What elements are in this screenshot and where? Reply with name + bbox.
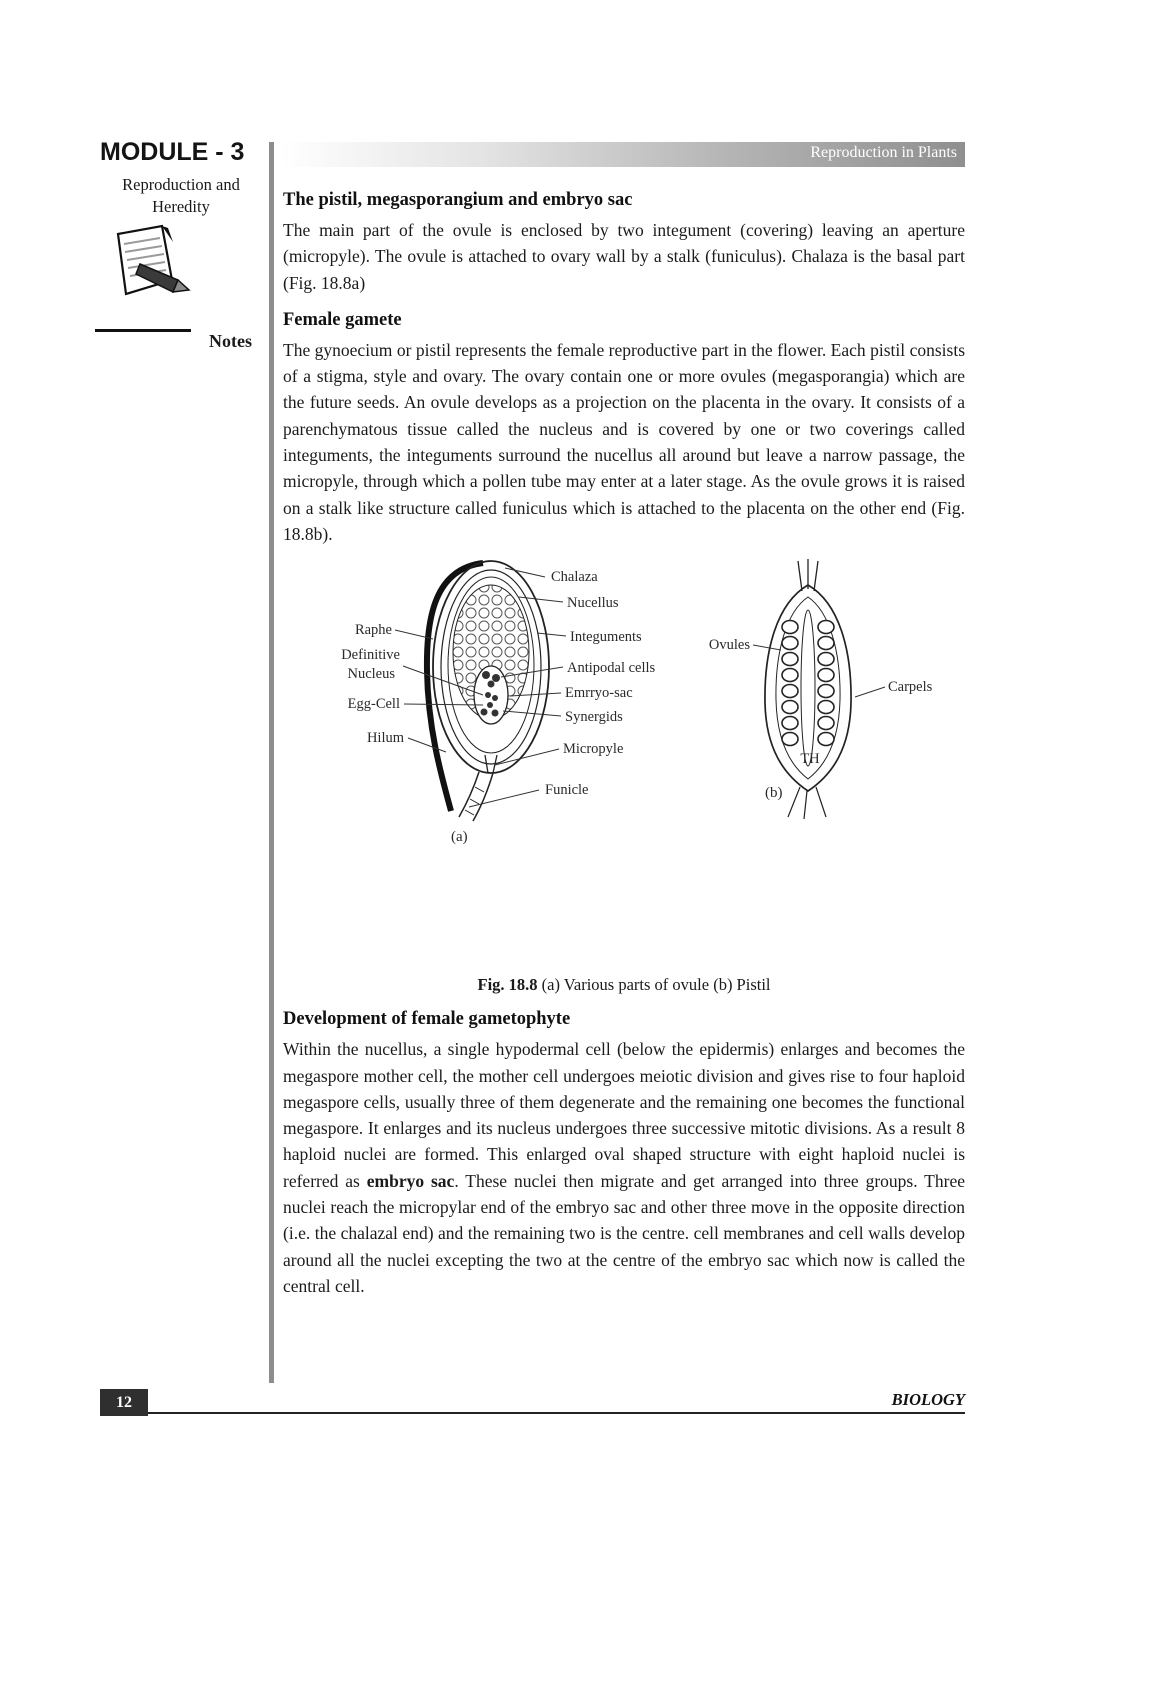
figure-18-8 bbox=[283, 555, 965, 973]
footer-subject-label: BIOLOGY bbox=[891, 1390, 965, 1409]
figure-18-8-drawing bbox=[283, 555, 965, 973]
ovule-diagram bbox=[427, 561, 549, 821]
label-embryo-sac: Emrryo-sac bbox=[565, 685, 633, 702]
label-nucellus: Nucellus bbox=[567, 595, 619, 612]
figure-caption bbox=[283, 975, 965, 995]
header-bar bbox=[281, 142, 965, 167]
label-ovules: Ovules bbox=[708, 637, 750, 654]
label-synergids: Synergids bbox=[565, 709, 623, 726]
section-heading-pistil: The pistil, megasporangium and embryo sac bbox=[283, 190, 633, 210]
label-chalaza: Chalaza bbox=[551, 569, 598, 586]
pistil-diagram bbox=[765, 559, 851, 819]
label-carpels: Carpels bbox=[888, 679, 933, 696]
label-funicle: Funicle bbox=[545, 782, 589, 799]
section-heading-development: Development of female gametophyte bbox=[283, 1009, 571, 1030]
page-number-badge: 12 bbox=[100, 1389, 148, 1416]
label-raphe: Raphe bbox=[354, 622, 392, 639]
module-title: MODULE - 3 bbox=[100, 138, 245, 166]
subcaption-a: (a) bbox=[451, 829, 468, 846]
paragraph-pistil: The main part of the ovule is enclosed by two integument (covering) leaving an aperture (micropyle). The ovule is attached to ovary wall by a stalk (funiculus). Chalaza is the basal part (Fig. 18.8a) bbox=[283, 220, 965, 293]
label-micropyle: Micropyle bbox=[563, 741, 624, 758]
module-subtitle-line2: Heredity bbox=[152, 197, 210, 216]
label-hilum: Hilum bbox=[366, 730, 404, 747]
paragraph-development-part2: . These nuclei then migrate and get arranged into three groups. Three nuclei reach the micropylar end of the embryo sac and other three move in the opposite direction (i.e. the chalazal end) and the remaining two is the centre. cell membranes and cell walls develop around all the nuclei excepting the two at the centre of the embryo sac which now is called the central cell. bbox=[283, 1170, 965, 1296]
label-definitive-nucleus-1: Definitive bbox=[341, 647, 400, 664]
paragraph-female-gamete: The gynoecium or pistil represents the female reproductive part in the flower. Each pistil consists of a stigma, style and ovary. The ovary contain one or more ovules (megasporangia) which are the future seeds. An ovule develops as a projection on the placenta in the ovary. It consists of a parenchymatous tissue called the nucleus and is covered by one or two coverings called integuments, the integuments surround the nucellus all around but leave a narrow passage, the micropyle, through which a pollen tube may enter at a later stage. As the ovule grows it is raised on a stalk like structure called funiculus which is attached to the placenta on the other end (Fig. 18.8b). bbox=[283, 339, 965, 544]
footer-rule bbox=[148, 1412, 965, 1414]
paragraph-development-bold: embryo sac bbox=[366, 1170, 455, 1191]
figure-caption-number: Fig. 18.8 bbox=[477, 975, 538, 995]
main-content bbox=[283, 176, 965, 1305]
label-antipodal-cells: Antipodal cells bbox=[567, 660, 656, 677]
module-subtitle bbox=[92, 174, 270, 218]
notes-label: Notes bbox=[209, 331, 252, 351]
label-th: TH bbox=[800, 751, 820, 768]
notes-pad-icon bbox=[104, 222, 196, 327]
column-divider bbox=[269, 142, 274, 1383]
label-integuments: Integuments bbox=[570, 629, 642, 646]
module-subtitle-line1: Reproduction and bbox=[122, 175, 240, 194]
label-egg-cell: Egg-Cell bbox=[347, 696, 400, 713]
paragraph-development bbox=[283, 1036, 965, 1299]
subcaption-b: (b) bbox=[765, 785, 783, 802]
notes-underline bbox=[95, 329, 191, 332]
label-definitive-nucleus-2: Nucleus bbox=[347, 666, 395, 683]
paragraph-development-part1: Within the nucellus, a single hypodermal cell (below the epidermis) enlarges and becomes the megaspore mother cell, the mother cell undergoes meiotic division and gives rise to four haploid megaspore cells, usually three of them degenerate and the remaining one becomes the functional megaspore. It enlarges and its nucleus undergoes three successive mitotic divisions. As a result 8 haploid nuclei are formed. This enlarged oval shaped structure with eight haploid nuclei is referred as bbox=[283, 1039, 965, 1191]
header-chapter-title: Reproduction in Plants bbox=[810, 144, 957, 161]
figure-caption-text: (a) Various parts of ovule (b) Pistil bbox=[537, 975, 771, 995]
section-heading-female-gamete: Female gamete bbox=[283, 309, 402, 330]
